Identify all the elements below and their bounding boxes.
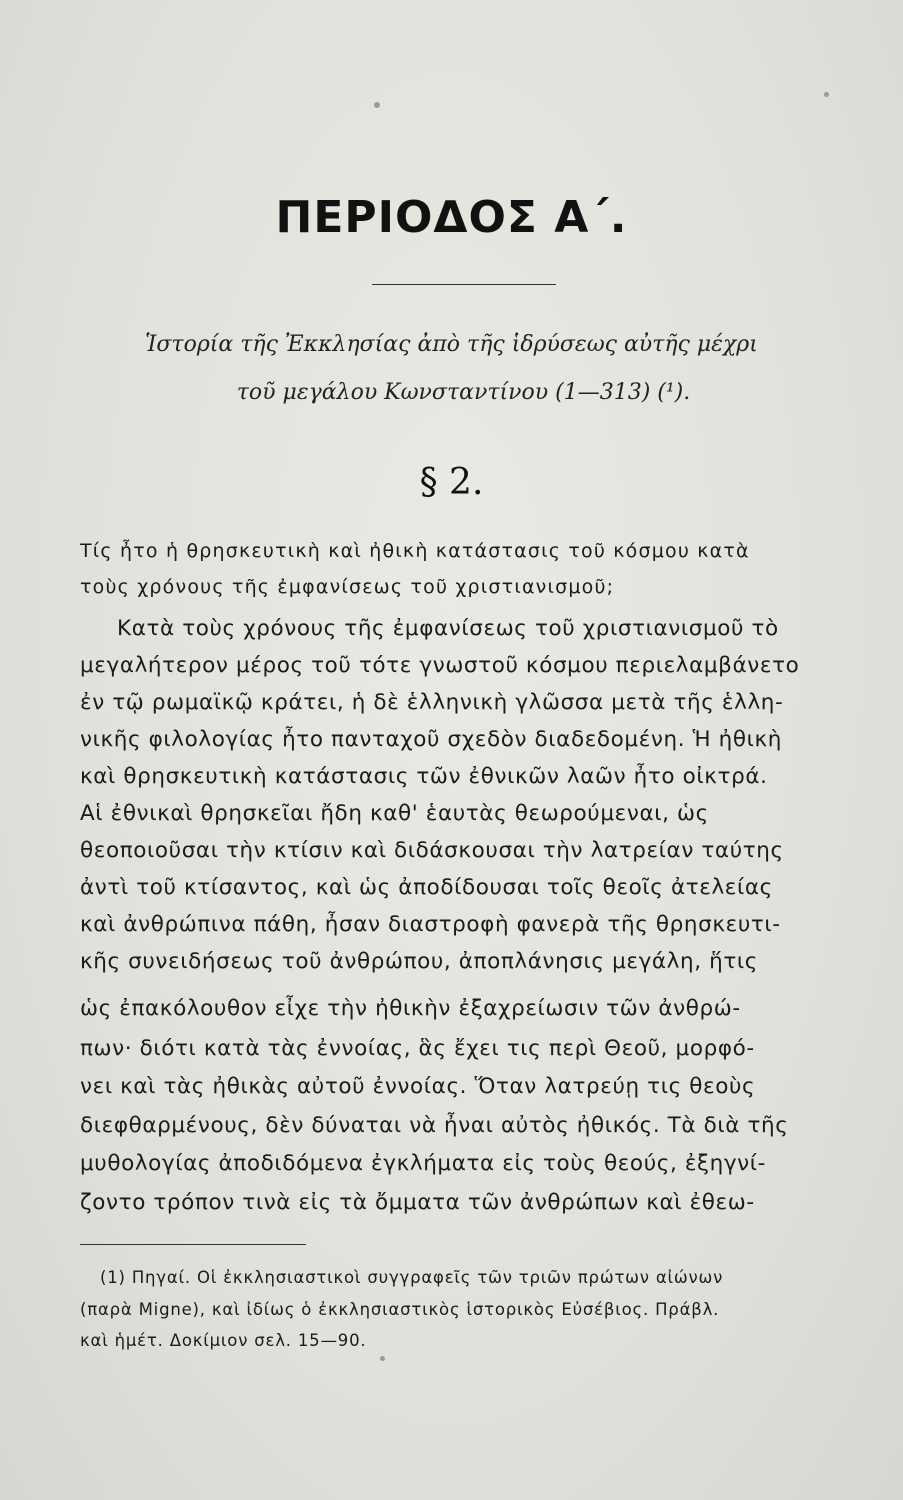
body-line: ζοντο τρόπον τινὰ εἰς τὰ ὄμματα τῶν ἀνθρώπων καὶ ἐθεω- [80, 1190, 755, 1215]
question-line: Τίς ἦτο ἡ θρησκευτικὴ καὶ ἠθικὴ κατάστασις τοῦ κόσμου κατὰ [80, 540, 750, 562]
section-number: § 2. [419, 462, 484, 503]
body-line: Αἱ ἐθνικαὶ θρησκεῖαι ἤδη καθ' ἑαυτὰς θεωρούμεναι, ὡς [80, 801, 709, 826]
body-line: καὶ ἀνθρώπινα πάθη, ἦσαν διαστροφὴ φανερὰ τῆς θρησκευτι- [80, 912, 781, 937]
body-line: μεγαλήτερον μέρος τοῦ τότε γνωστοῦ κόσμου περιελαμβάνετο [80, 653, 800, 678]
period-heading: ΠΕΡΙΟΔΟΣ Α΄. [275, 192, 628, 243]
paper-speck [380, 1356, 385, 1361]
heading-rule [372, 284, 556, 285]
footnote-line: (παρὰ Migne), καὶ ἰδίως ὁ ἐκκλησιαστικὸς ἱστορικὸς Εὐσέβιος. Πράβλ. [80, 1300, 720, 1319]
footnote-line: (1) Πηγαί. Οἱ ἐκκλησιαστικοὶ συγγραφεῖς τῶν τριῶν πρώτων αἰώνων [100, 1268, 724, 1287]
body-line: θεοποιοῦσαι τὴν κτίσιν καὶ διδάσκουσαι τὴν λατρείαν ταύτης [80, 838, 784, 863]
body-line: ὡς ἐπακόλουθον εἶχε τὴν ἠθικὴν ἐξαχρείωσιν τῶν ἀνθρώ- [80, 996, 741, 1021]
body-line: κῆς συνειδήσεως τοῦ ἀνθρώπου, ἀποπλάνησις μεγάλη, ἥτις [80, 949, 758, 974]
body-line: Κατὰ τοὺς χρόνους τῆς ἐμφανίσεως τοῦ χριστιανισμοῦ τὸ [117, 616, 779, 641]
body-line: ἐν τῷ ρωμαϊκῷ κράτει, ἡ δὲ ἑλληνικὴ γλῶσσα μετὰ τῆς ἑλλη- [80, 690, 784, 715]
body-line: νει καὶ τὰς ἠθικὰς αὐτοῦ ἐννοίας. Ὅταν λατρεύῃ τις θεοὺς [80, 1074, 756, 1099]
body-line: ἀντὶ τοῦ κτίσαντος, καὶ ὡς ἀποδίδουσαι τοῖς θεοῖς ἀτελείας [80, 875, 773, 900]
subtitle-line-1: Ἱστορία τῆς Ἐκκλησίας ἀπὸ τῆς ἱδρύσεως αὐτῆς μέχρι [145, 332, 758, 357]
body-line: μυθολογίας ἀποδιδόμενα ἐγκλήματα εἰς τοὺς θεούς, ἐξηγνί- [80, 1151, 767, 1176]
body-line: διεφθαρμένους, δὲν δύναται νὰ ἦναι αὐτὸς ἠθικός. Τὰ διὰ τῆς [80, 1113, 789, 1138]
body-line: νικῆς φιλολογίας ἦτο πανταχοῦ σχεδὸν διαδεδομένη. Ἡ ἠθικὴ [80, 727, 782, 752]
body-line: πων· διότι κατὰ τὰς ἐννοίας, ἃς ἔχει τις περὶ Θεοῦ, μορφό- [80, 1036, 755, 1061]
paper-speck [374, 102, 380, 108]
footnote-line: καὶ ἡμέτ. Δοκίμιον σελ. 15—90. [80, 1331, 367, 1350]
body-line: καὶ θρησκευτικὴ κατάστασις τῶν ἐθνικῶν λαῶν ἦτο οἰκτρά. [80, 764, 768, 789]
paper-speck [824, 92, 829, 97]
question-line: τοὺς χρόνους τῆς ἐμφανίσεως τοῦ χριστιανισμοῦ; [80, 576, 615, 598]
footnote-rule [80, 1244, 306, 1245]
subtitle-line-2: τοῦ μεγάλου Κωνσταντίνου (1—313) (¹). [236, 380, 691, 405]
